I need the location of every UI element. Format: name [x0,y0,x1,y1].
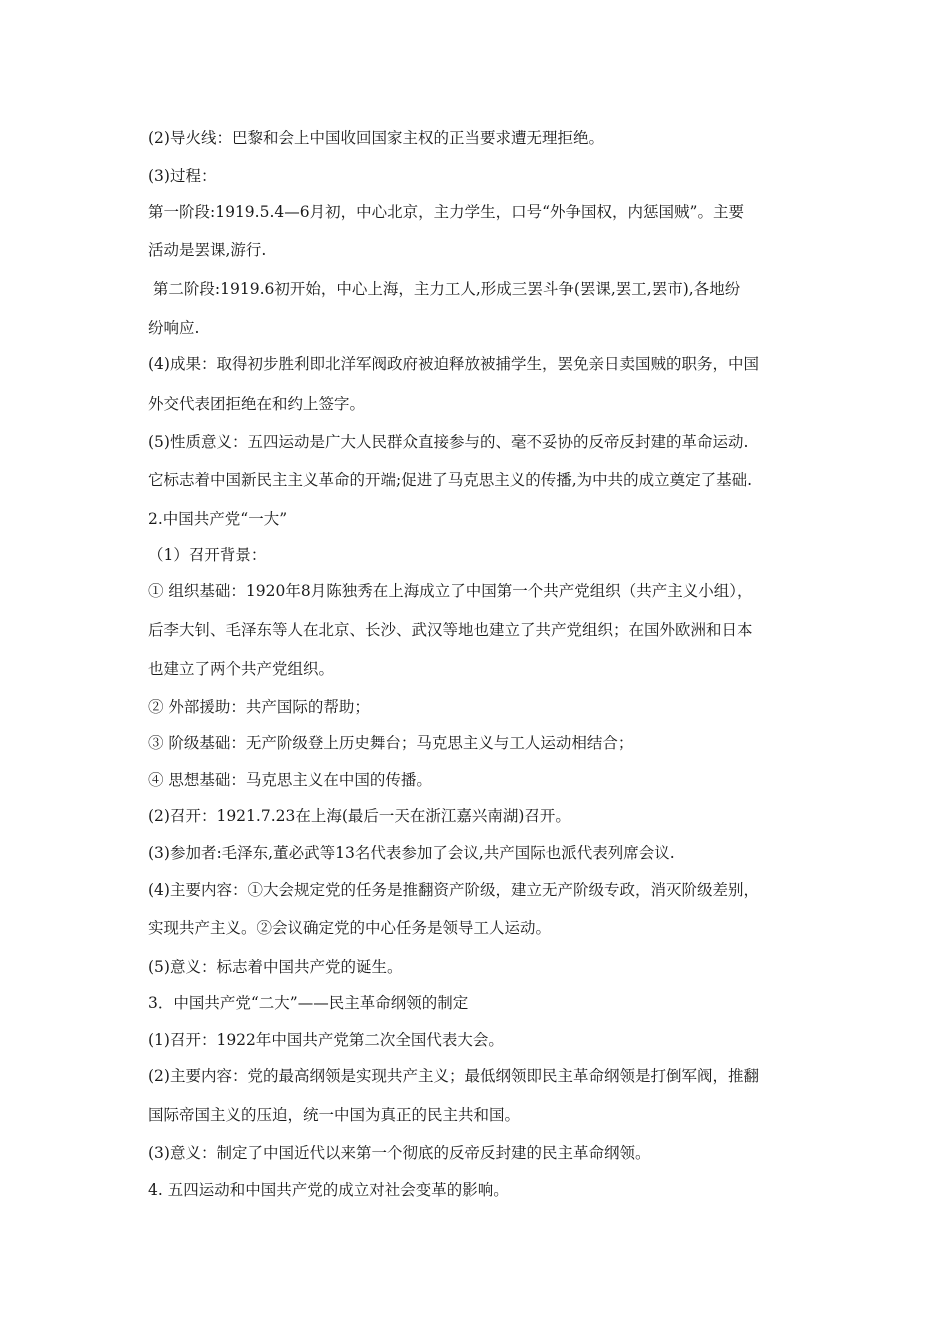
text-line: (4)成果：取得初步胜利即北洋军阀政府被迫释放被捕学生，罢免亲日卖国贼的职务，中国 [148,355,759,373]
text-line: 第二阶段:1919.6初开始，中心上海，主力工人,形成三罢斗争(罢课,罢工,罢市),各地纷 [148,280,741,298]
text-line: 活动是罢课,游行. [148,241,267,259]
text-line: (5)意义：标志着中国共产党的诞生。 [148,958,403,976]
section-heading: 3．中国共产党“二大”——民主革命纲领的制定 [148,994,469,1012]
text-line: （1）召开背景： [148,546,267,564]
text-line: (2)召开：1921.7.23在上海(最后一天在浙江嘉兴南湖)召开。 [148,807,571,825]
text-line: (2)导火线：巴黎和会上中国收回国家主权的正当要求遭无理拒绝。 [148,129,604,147]
text-line: 外交代表团拒绝在和约上签字。 [148,395,366,413]
text-line: ③ 阶级基础：无产阶级登上历史舞台；马克思主义与工人运动相结合； [148,734,634,752]
text-line: 国际帝国主义的压迫，统一中国为真正的民主共和国。 [148,1106,521,1124]
text-line: ② 外部援助：共产国际的帮助； [148,698,370,716]
text-line: (5)性质意义：五四运动是广大人民群众直接参与的、毫不妥协的反帝反封建的革命运动. [148,433,749,451]
text-line: 实现共产主义。②会议确定党的中心任务是领导工人运动。 [148,919,552,937]
text-line: (3)意义：制定了中国近代以来第一个彻底的反帝反封建的民主革命纲领。 [148,1144,651,1162]
text-line: 纷响应. [148,319,200,337]
text-line: 也建立了两个共产党组织。 [148,660,335,678]
text-line: (1)召开：1922年中国共产党第二次全国代表大会。 [148,1031,504,1049]
text-line: (2)主要内容：党的最高纲领是实现共产主义；最低纲领即民主革命纲领是打倒军阀，推翻 [148,1067,759,1085]
text-line: ① 组织基础：1920年8月陈独秀在上海成立了中国第一个共产党组织（共产主义小组）， [148,582,753,600]
text-line: (4)主要内容：①大会规定党的任务是推翻资产阶级，建立无产阶级专政，消灭阶级差别， [148,881,759,899]
text-line: (3)过程： [148,167,217,185]
section-heading: 4. 五四运动和中国共产党的成立对社会变革的影响。 [148,1181,509,1199]
text-line: (3)参加者:毛泽东,董必武等13名代表参加了会议,共产国际也派代表列席会议. [148,844,675,862]
text-line: 第一阶段:1919.5.4—6月初，中心北京，主力学生，口号“外争国权，内惩国贼”。主要 [148,203,744,221]
text-line: ④ 思想基础：马克思主义在中国的传播。 [148,771,432,789]
section-heading: 2.中国共产党“一大” [148,510,288,528]
text-line: 它标志着中国新民主主义革命的开端;促进了马克思主义的传播,为中共的成立奠定了基础. [148,471,753,489]
text-line: 后李大钊、毛泽东等人在北京、长沙、武汉等地也建立了共产党组织；在国外欧洲和日本 [148,621,753,639]
